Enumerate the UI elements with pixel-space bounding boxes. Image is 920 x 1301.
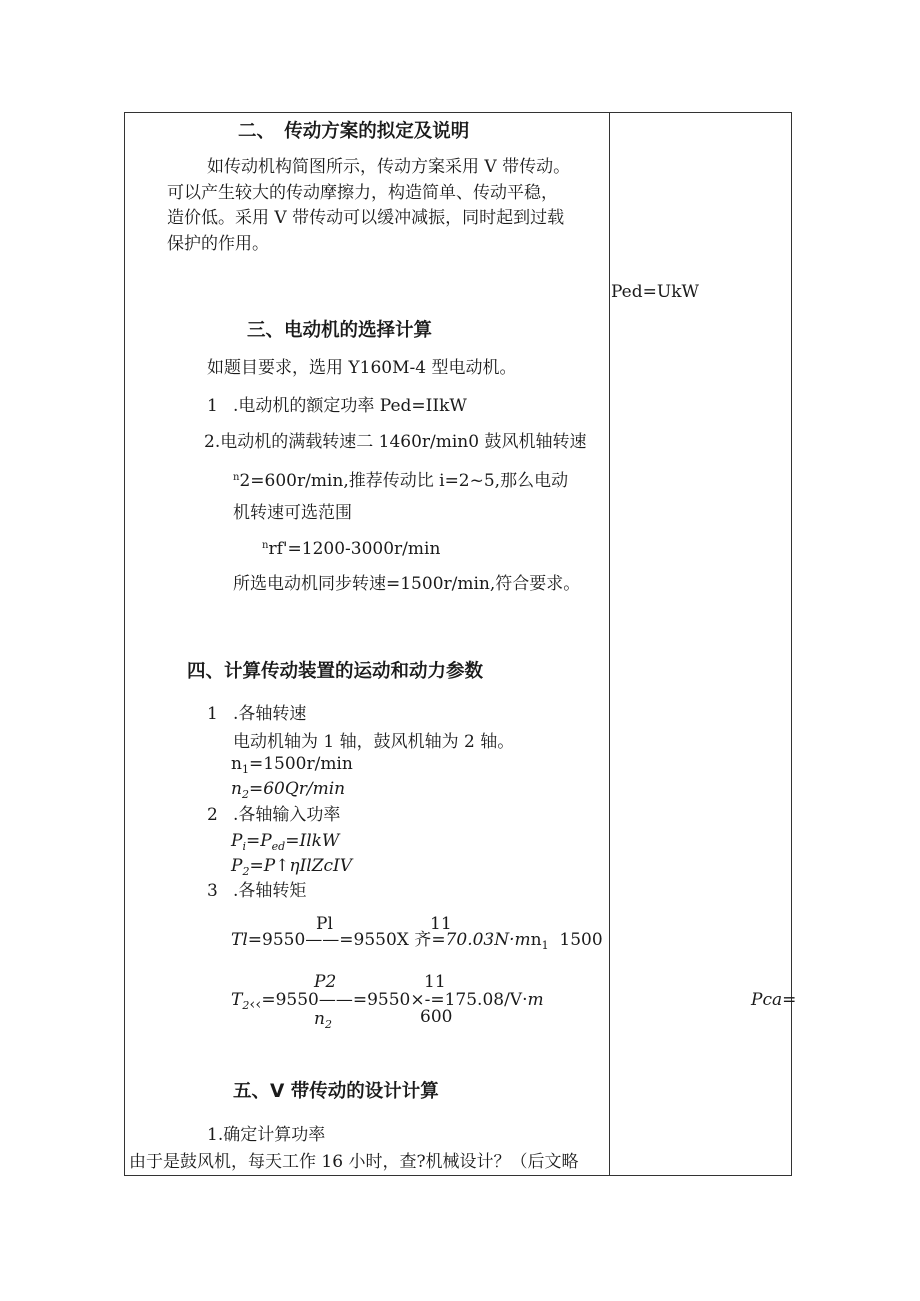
p2-formula: $P_2=P↑\eta IlZcIV$ bbox=[231, 856, 353, 878]
t2-numerator-value: 11 bbox=[424, 972, 446, 992]
item-number: 3 bbox=[207, 881, 218, 901]
t2-denominator: $n_2$ bbox=[314, 1009, 332, 1031]
shaft-torque-heading: .各轴转矩 bbox=[233, 881, 307, 901]
shaft-description: 电动机轴为 1 轴，鼓风机轴为 2 轴。 bbox=[233, 732, 515, 752]
section-title-2: 二、 传动方案的拟定及说明 bbox=[238, 121, 470, 142]
t2-numerator: P2 bbox=[314, 972, 337, 992]
p1-formula: $P_i=P_{ed}=IlkW$ bbox=[231, 831, 340, 853]
item-number: 1 bbox=[207, 704, 218, 724]
calc-power-heading: 1.确定计算功率 bbox=[207, 1125, 326, 1145]
t1-numerator: Pl bbox=[316, 914, 333, 934]
motor-conclusion: 所选电动机同步转速=1500r∕min,符合要求。 bbox=[233, 574, 581, 594]
section-title-3: 三、电动机的选择计算 bbox=[247, 320, 433, 341]
column-divider bbox=[609, 112, 610, 1176]
section-title-4: 四、计算传动装置的运动和动力参数 bbox=[187, 661, 484, 682]
paragraph-line: 可以产生较大的传动摩擦力，构造简单、传动平稳， bbox=[167, 183, 558, 203]
table-border bbox=[124, 112, 792, 1176]
item-number: 1 bbox=[207, 396, 218, 416]
final-line: 由于是鼓风机，每天工作 16 小时，查?机械设计？（后文略 bbox=[129, 1152, 579, 1172]
range-label: 机转速可选范围 bbox=[233, 503, 352, 523]
rated-power-text: .电动机的额定功率 Ped=IIkW bbox=[233, 396, 467, 416]
motor-intro: 如题目要求，选用 Y160M-4 型电动机。 bbox=[207, 358, 517, 378]
paragraph-line: 保护的作用。 bbox=[167, 234, 269, 254]
t2-denominator-value: 600 bbox=[420, 1007, 453, 1027]
n2-line: $^n$2=600r∕min,推荐传动比 i=2~5,那么电动 bbox=[233, 471, 569, 491]
paragraph-line: 如传动机构简图所示，传动方案采用 V 带传动。 bbox=[207, 157, 571, 177]
n1-formula: $n_1=1500r∕\min$ bbox=[231, 754, 353, 776]
section-title-5: 五、V 带传动的设计计算 bbox=[233, 1081, 439, 1102]
n2-formula: $n_2=60Qr∕\min$ bbox=[231, 779, 346, 801]
t2-formula: $T_{2‹‹}=9550——=9550\times-=175.08/V\cdot m$ bbox=[231, 990, 544, 1013]
nd-range: $^n$rf'=1200-3000r∕min bbox=[262, 539, 441, 559]
pca-value: Pca= bbox=[751, 990, 797, 1010]
t1-formula: Tl=9550——=9550X 齐$=70.03N\cdot mn_1$ 1500 bbox=[231, 930, 603, 952]
shaft-power-heading: .各轴输入功率 bbox=[233, 805, 341, 825]
ped-value: Ped=UkW bbox=[611, 282, 699, 302]
paragraph-line: 造价低。采用 V 带传动可以缓冲减振，同时起到过载 bbox=[167, 208, 565, 228]
t1-numerator-value: 11 bbox=[430, 914, 452, 934]
item-number: 2 bbox=[207, 805, 218, 825]
full-load-speed-text: 2.电动机的满载转速二 1460r∕min0 鼓风机轴转速 bbox=[204, 432, 587, 452]
shaft-speed-heading: .各轴转速 bbox=[233, 704, 307, 724]
